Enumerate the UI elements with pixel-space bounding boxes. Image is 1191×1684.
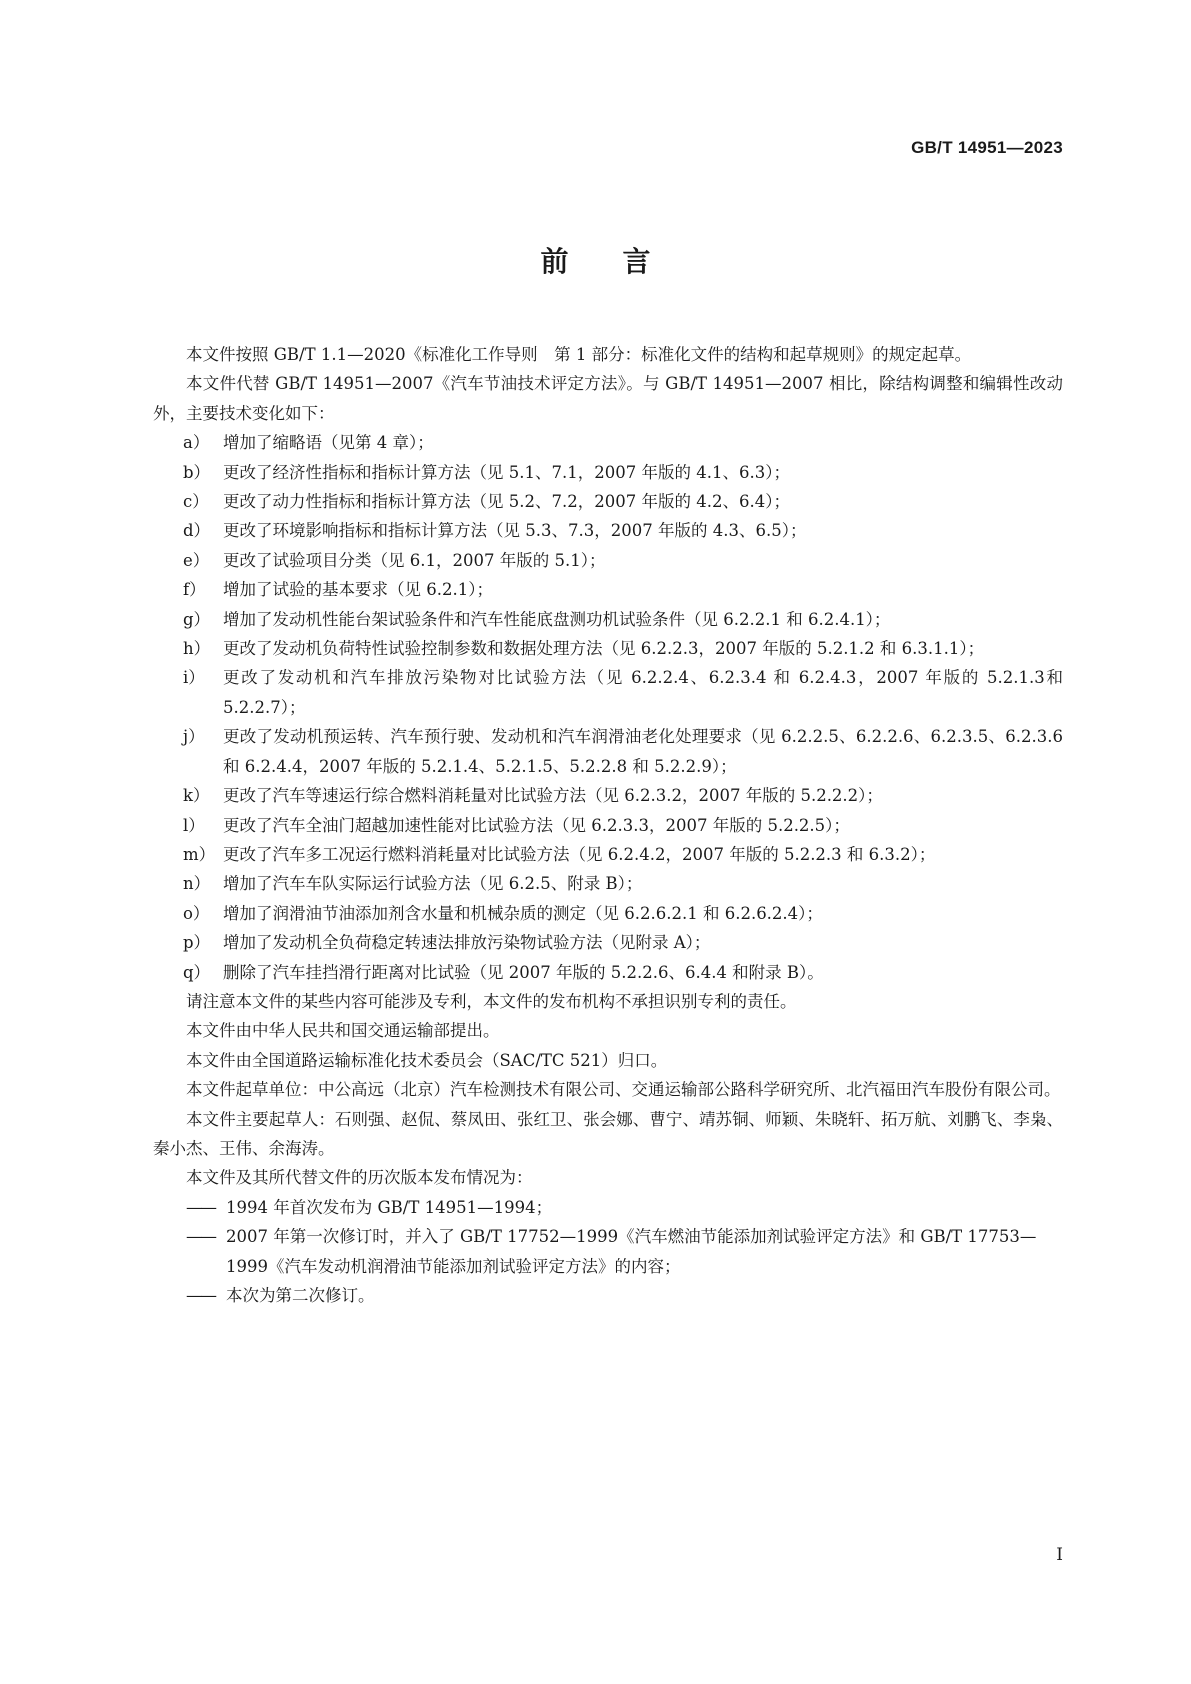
list-label: b） bbox=[183, 462, 211, 482]
history-item bbox=[153, 1193, 1063, 1222]
history-text: 本次为第二次修订。 bbox=[226, 1286, 375, 1305]
note-paragraph: 本文件由全国道路运输标准化技术委员会（SAC/TC 521）归口。 bbox=[186, 1050, 668, 1070]
list-label: q） bbox=[183, 962, 211, 982]
list-text: 更改了汽车多工况运行燃料消耗量对比试验方法（见 6.2.4.2，2007 年版的 5.2.2.3 和 6.3.2）； bbox=[223, 844, 936, 864]
list-text: 增加了润滑油节油添加剂含水量和机械杂质的测定（见 6.2.6.2.1 和 6.2.6.2.4）； bbox=[223, 903, 823, 923]
history-text: 1994 年首次发布为 GB/T 14951—1994； bbox=[226, 1197, 553, 1217]
history-dash: —— bbox=[186, 1286, 215, 1305]
list-item bbox=[153, 928, 1063, 957]
list-label: f） bbox=[183, 580, 206, 600]
list-item bbox=[153, 516, 1063, 545]
list-text: 更改了汽车等速运行综合燃料消耗量对比试验方法（见 6.2.3.2，2007 年版的 5.2.2.2）； bbox=[223, 786, 883, 806]
list-item bbox=[153, 663, 1063, 722]
list-text: 增加了试验的基本要求（见 6.2.1）； bbox=[223, 580, 493, 600]
list-label: p） bbox=[183, 933, 211, 953]
list-item bbox=[153, 428, 1063, 457]
list-item bbox=[153, 575, 1063, 604]
list-item bbox=[153, 781, 1063, 810]
list-item bbox=[153, 840, 1063, 869]
note-paragraph: 本文件主要起草人：石则强、赵侃、蔡凤田、张红卫、张会娜、曹宁、靖苏铜、师颖、朱晓轩、拓万航、刘鹏飞、李枭、秦小杰、王伟、余海涛。 bbox=[153, 1109, 1063, 1158]
list-text: 增加了汽车车队实际运行试验方法（见 6.2.5、附录 B）； bbox=[223, 874, 643, 894]
list-text: 更改了发动机预运转、汽车预行驶、发动机和汽车润滑油老化处理要求（见 6.2.2.5、6.2.2.6、6.2.3.5、6.2.3.6 和 6.2.4.4，2007 年版的 5.2.1.4、5.2.1.5、5.2.2.8 和 5.2.2.9）； bbox=[223, 727, 1063, 776]
history-dash: —— bbox=[186, 1227, 215, 1247]
list-item bbox=[153, 605, 1063, 634]
list-label: c） bbox=[183, 492, 209, 512]
list-item bbox=[153, 811, 1063, 840]
history-item bbox=[153, 1281, 1063, 1310]
note-paragraph: 请注意本文件的某些内容可能涉及专利，本文件的发布机构不承担识别专利的责任。 bbox=[186, 991, 797, 1011]
list-label: k） bbox=[183, 786, 210, 806]
list-label: h） bbox=[183, 639, 211, 659]
list-item bbox=[153, 722, 1063, 781]
intro-paragraph: 本文件代替 GB/T 14951—2007《汽车节油技术评定方法》。与 GB/T 14951—2007 相比，除结构调整和编辑性改动外，主要技术变化如下： bbox=[153, 374, 1063, 423]
list-text: 更改了发动机负荷特性试验控制参数和数据处理方法（见 6.2.2.3，2007 年版的 5.2.1.2 和 6.3.1.1）； bbox=[223, 639, 985, 659]
list-text: 增加了发动机性能台架试验条件和汽车性能底盘测功机试验条件（见 6.2.2.1 和 6.2.4.1）； bbox=[223, 609, 891, 629]
page-number: I bbox=[1056, 1545, 1063, 1565]
list-item bbox=[153, 458, 1063, 487]
list-item bbox=[153, 958, 1063, 987]
list-label: n） bbox=[183, 874, 211, 894]
list-item bbox=[153, 634, 1063, 663]
list-text: 更改了经济性指标和指标计算方法（见 5.1、7.1，2007 年版的 4.1、6.3）； bbox=[223, 462, 790, 482]
list-label: l） bbox=[183, 815, 205, 835]
note-paragraph: 本文件起草单位：中公高远（北京）汽车检测技术有限公司、交通运输部公路科学研究所、北汽福田汽车股份有限公司。 bbox=[186, 1080, 1061, 1100]
list-label: m） bbox=[183, 844, 216, 864]
list-item bbox=[153, 899, 1063, 928]
list-text: 更改了动力性指标和指标计算方法（见 5.2、7.2，2007 年版的 4.2、6.4）； bbox=[223, 492, 790, 512]
document-body bbox=[153, 340, 1063, 1310]
list-label: o） bbox=[183, 903, 210, 923]
document-number: GB/T 14951—2023 bbox=[911, 138, 1063, 157]
list-text: 增加了发动机全负荷稳定转速法排放污染物试验方法（见附录 A）； bbox=[223, 933, 711, 953]
list-text: 更改了试验项目分类（见 6.1，2007 年版的 5.1）； bbox=[223, 550, 606, 570]
list-item bbox=[153, 546, 1063, 575]
history-dash: —— bbox=[186, 1197, 215, 1217]
list-item bbox=[153, 487, 1063, 516]
list-label: j） bbox=[183, 727, 205, 747]
history-text: 2007 年第一次修订时，并入了 GB/T 17752—1999《汽车燃油节能添加剂试验评定方法》和 GB/T 17753—1999《汽车发动机润滑油节能添加剂试验评定方法》的内容； bbox=[226, 1227, 1037, 1276]
intro-paragraph: 本文件按照 GB/T 1.1—2020《标准化工作导则 第 1 部分：标准化文件的结构和起草规则》的规定起草。 bbox=[186, 345, 972, 364]
list-label: d） bbox=[183, 521, 211, 541]
list-label: a） bbox=[183, 433, 210, 453]
list-label: i） bbox=[183, 668, 205, 688]
note-paragraph: 本文件及其所代替文件的历次版本发布情况为： bbox=[186, 1168, 533, 1188]
list-text: 更改了汽车全油门超越加速性能对比试验方法（见 6.2.3.3，2007 年版的 5.2.2.5）； bbox=[223, 815, 850, 835]
list-text: 增加了缩略语（见第 4 章）； bbox=[223, 433, 434, 453]
list-text: 更改了环境影响指标和指标计算方法（见 5.3、7.3，2007 年版的 4.3、6.5）； bbox=[223, 521, 807, 541]
list-text: 删除了汽车挂挡滑行距离对比试验（见 2007 年版的 5.2.2.6、6.4.4 和附录 B）。 bbox=[223, 962, 824, 982]
list-text: 更改了发动机和汽车排放污染物对比试验方法（见 6.2.2.4、6.2.3.4 和 6.2.4.3，2007 年版的 5.2.1.3和 5.2.2.7）； bbox=[223, 668, 1063, 717]
list-label: e） bbox=[183, 550, 210, 570]
list-item bbox=[153, 869, 1063, 898]
page-title: 前言 bbox=[540, 245, 705, 278]
list-label: g） bbox=[183, 609, 211, 629]
history-item bbox=[153, 1222, 1063, 1281]
note-paragraph: 本文件由中华人民共和国交通运输部提出。 bbox=[186, 1021, 500, 1041]
